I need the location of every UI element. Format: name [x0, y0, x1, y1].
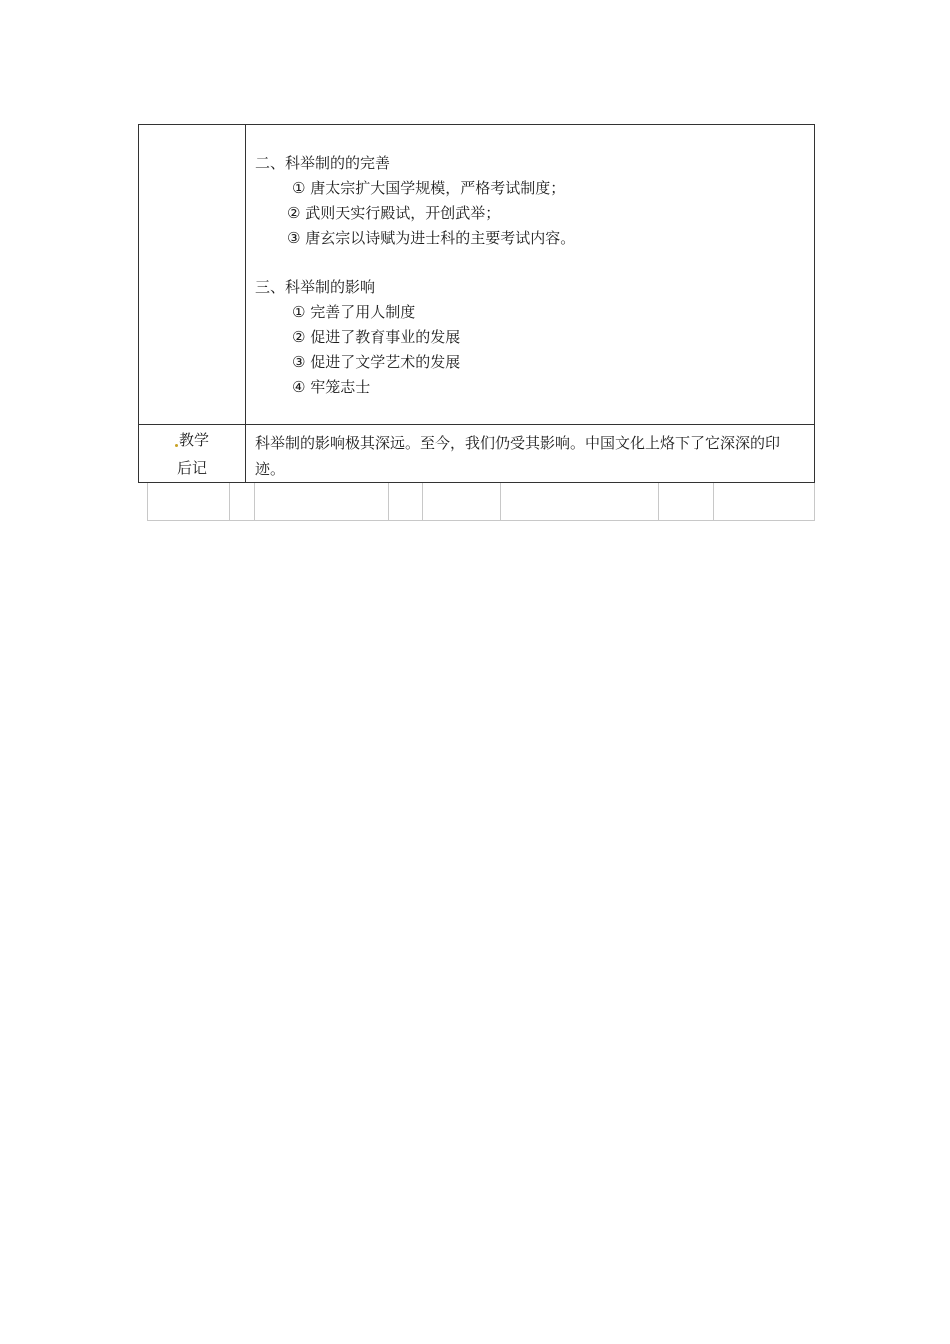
section3-item-2: ② 促进了教育事业的发展: [292, 328, 461, 346]
empty-cell-divider: [254, 483, 255, 520]
section2-item-3: ③ 唐玄宗以诗赋为进士科的主要考试内容。: [287, 229, 576, 247]
section2-item-1: ① 唐太宗扩大国学规模，严格考试制度；: [292, 179, 566, 197]
marker-dot-icon: [175, 444, 178, 447]
section3-item-3: ③ 促进了文学艺术的发展: [292, 353, 461, 371]
section3-heading: 三、科举制的影响: [255, 278, 376, 296]
empty-table-row: [147, 483, 815, 521]
section3-item-1: ① 完善了用人制度: [292, 303, 416, 321]
notes-label-line2: 后记: [176, 459, 207, 477]
empty-cell-divider: [422, 483, 423, 520]
empty-cell-divider: [713, 483, 714, 520]
empty-cell-divider: [229, 483, 230, 520]
lesson-table: [138, 124, 815, 483]
section2-item-2: ② 武则天实行殿试，开创武举；: [287, 204, 501, 222]
table-column-divider: [245, 125, 246, 482]
empty-cell-divider: [658, 483, 659, 520]
notes-text: 科举制的影响极其深远。至今，我们仍受其影响。中国文化上烙下了它深深的印迹。: [255, 434, 781, 478]
empty-cell-divider: [388, 483, 389, 520]
notes-label-line1: 教学: [178, 431, 209, 449]
section3-item-4: ④ 牢笼志士: [292, 378, 371, 396]
notes-label: [139, 425, 245, 483]
section2-heading: 二、科举制的的完善: [255, 154, 391, 172]
empty-cell-divider: [500, 483, 501, 520]
